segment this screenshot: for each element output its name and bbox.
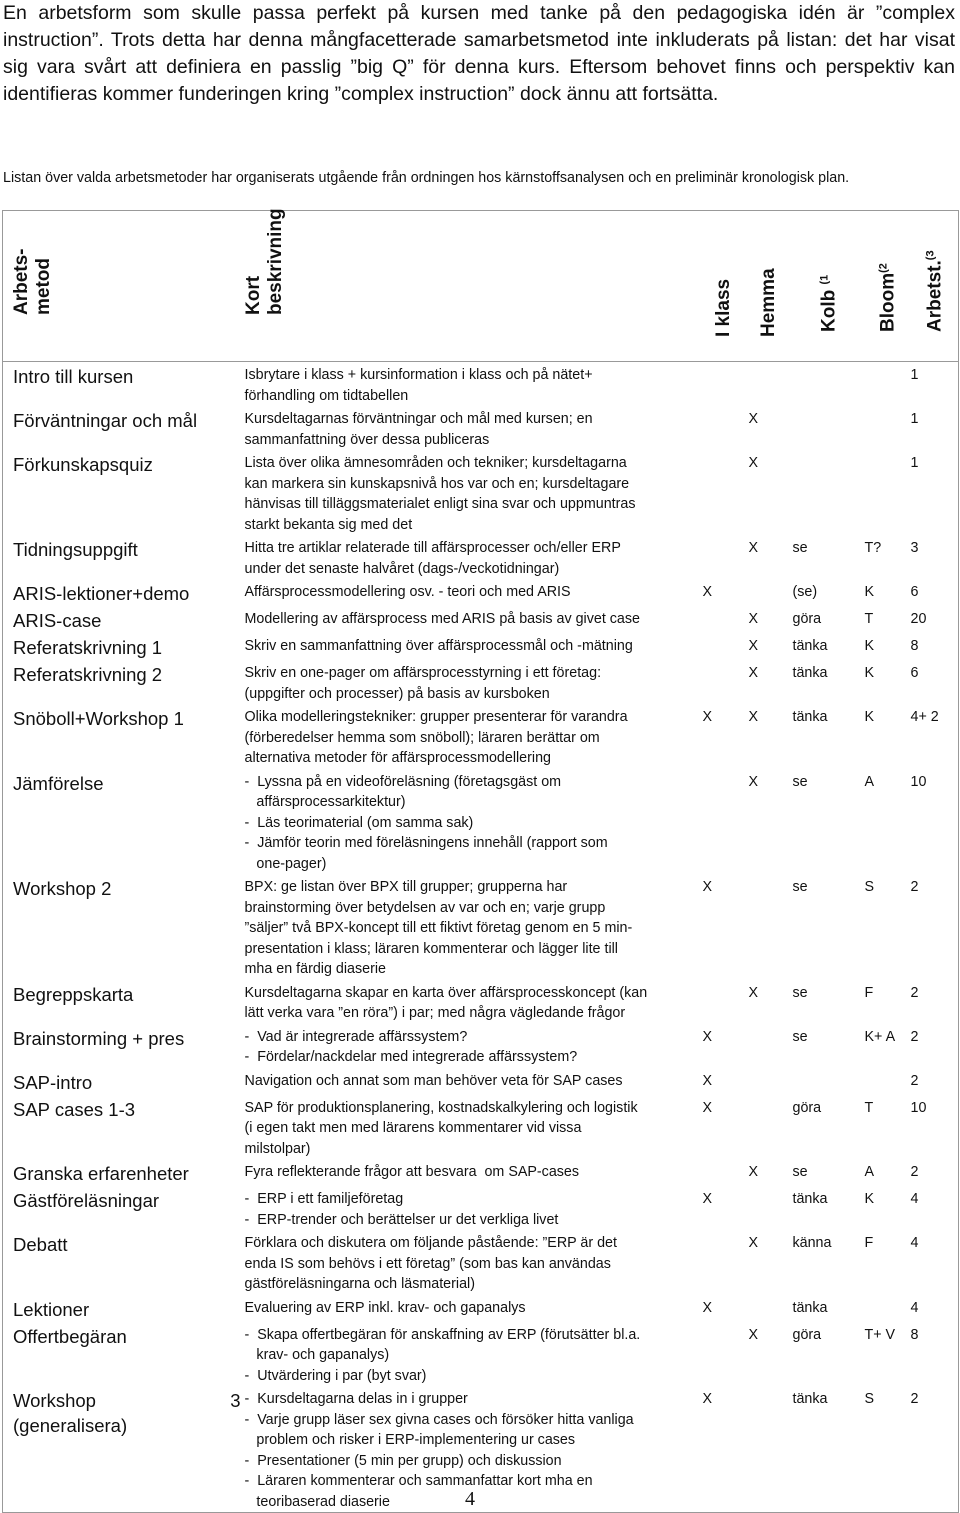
hemma-cell: X — [748, 773, 759, 790]
description-line: förhandling om tidtabellen — [244, 387, 409, 404]
method-cell — [3, 362, 243, 407]
kolb-cell: se — [792, 540, 808, 556]
arbetst-cell: 10 — [910, 773, 927, 790]
method-name: Tidningsuppgift — [13, 539, 138, 560]
hemma-cell — [747, 1068, 791, 1095]
arbetst-cell: 2 — [910, 879, 919, 895]
method-cell — [3, 704, 243, 769]
description-line: problem och risker i ERP-implementering ur cases — [244, 1432, 576, 1448]
method-cell — [3, 980, 243, 1024]
header-kolb-footnote: (1 — [817, 274, 830, 285]
method-name: ARIS-case — [13, 610, 102, 631]
bloom-cell: F — [864, 1235, 874, 1251]
hemma-cell: X — [748, 665, 759, 681]
kolb-cell: se — [792, 1028, 808, 1045]
description-line: hänvisas till tilläggsmaterialet enligt sina svar och uppmuntras — [244, 496, 636, 512]
header-desc-line1: Kort — [242, 275, 264, 315]
description-line: gästföreläsningarna och läsmaterial) — [244, 1276, 475, 1292]
description-cell — [243, 535, 701, 579]
method-cell — [3, 769, 243, 875]
description-line: Navigation och annat som man behöver veta för SAP cases — [244, 1072, 623, 1089]
iklass-cell — [701, 606, 747, 633]
table-row — [3, 606, 959, 633]
arbetst-cell: 2 — [910, 984, 919, 1001]
page-number: 4 — [465, 1488, 475, 1510]
description-cell — [243, 1295, 701, 1322]
method-cell — [3, 450, 243, 535]
description-line: Lista över olika ämnesområden och tekniker; kursdeltagarna — [244, 455, 627, 471]
hemma-cell — [747, 1295, 791, 1322]
iklass-cell — [701, 406, 747, 450]
header-bloom-label: Bloom — [877, 272, 899, 332]
description-line: - Kursdeltagarna delas in i grupper — [244, 1391, 468, 1407]
methods-table — [2, 210, 959, 1513]
hemma-cell: X — [748, 455, 759, 471]
iklass-cell: X — [702, 1299, 713, 1316]
list-paragraph: Listan över valda arbetsmetoder har organiserats utgående från ordningen hos kärnstoffsanalysen och en preliminär kronologisk plan. — [3, 170, 850, 186]
hemma-cell: X — [748, 1164, 759, 1180]
method-name: Workshop 2 — [13, 878, 112, 899]
arbetst-cell: 4 — [910, 1235, 919, 1251]
iklass-cell — [701, 1159, 747, 1186]
iklass-cell — [701, 1322, 747, 1387]
table-row — [3, 1322, 959, 1387]
method-cell — [3, 660, 243, 704]
description-line: ”säljer” två BPX-koncept till ett fiktivt företag genom en 5 min- — [244, 920, 633, 936]
kolb-cell: göra — [792, 611, 822, 627]
description-cell — [243, 1186, 701, 1230]
description-cell — [243, 606, 701, 633]
method-cell — [3, 1295, 243, 1322]
bloom-cell: K — [864, 638, 875, 654]
bloom-cell: A — [864, 1164, 875, 1180]
iklass-cell — [701, 660, 747, 704]
method-cell — [3, 1159, 243, 1186]
kolb-cell: tänka — [792, 665, 828, 681]
description-line: one-pager) — [244, 855, 327, 872]
kolb-cell: se — [792, 1164, 808, 1180]
bloom-cell: A — [864, 773, 875, 790]
description-line: presentation i klass; läraren kommenterar och lägger lite till — [244, 940, 618, 957]
method-cell — [3, 1024, 243, 1068]
arbetst-cell: 3 — [910, 540, 919, 556]
method-cell — [3, 535, 243, 579]
description-line: Isbrytare i klass + kursinformation i klass och på nätet+ — [244, 367, 593, 383]
bloom-cell: K — [864, 584, 875, 600]
method-name: Förväntningar och mål — [13, 410, 198, 431]
table-row — [3, 1159, 959, 1186]
description-line: Hitta tre artiklar relaterade till affärsprocesser och/eller ERP — [244, 540, 621, 556]
bloom-cell — [863, 1295, 909, 1322]
description-line: sammanfattning över dessa publiceras — [244, 431, 490, 448]
method-name: Debatt — [13, 1234, 68, 1255]
header-hemma-label: Hemma — [757, 268, 779, 337]
table-row — [3, 1024, 959, 1068]
bloom-cell: T+ V — [864, 1326, 896, 1343]
bloom-cell: K — [864, 665, 875, 681]
table-row — [3, 1295, 959, 1322]
table-row — [3, 1068, 959, 1095]
method-name: ARIS-lektioner+demo — [13, 583, 190, 604]
description-cell — [243, 362, 701, 407]
bloom-cell: S — [864, 879, 875, 895]
hemma-cell: X — [748, 709, 759, 725]
iklass-cell: X — [702, 584, 713, 600]
header-arbetst-footnote: (3 — [924, 250, 937, 260]
method-name: Begreppskarta — [13, 983, 134, 1005]
description-line: brainstorming över betydelsen av var och en; varje grupp — [244, 899, 606, 916]
method-cell — [3, 606, 243, 633]
description-line: starkt bekanta sig med det — [244, 516, 413, 533]
header-method — [3, 211, 243, 362]
arbetst-cell: 2 — [910, 1164, 919, 1180]
hemma-cell — [747, 1095, 791, 1160]
description-line: Affärsprocessmodellering osv. - teori och med ARIS — [244, 584, 571, 600]
table-row — [3, 633, 959, 660]
arbetst-cell: 2 — [910, 1028, 919, 1045]
hemma-cell — [747, 362, 791, 407]
table-row — [3, 660, 959, 704]
bloom-cell: F — [864, 984, 874, 1001]
arbetst-cell: 6 — [910, 584, 919, 600]
bloom-cell: T — [864, 1099, 874, 1116]
hemma-cell: X — [748, 1235, 759, 1251]
description-line: SAP för produktionsplanering, kostnadskalkylering och logistik — [244, 1099, 638, 1116]
iklass-cell: X — [702, 879, 713, 895]
method-name: Referatskrivning 1 — [13, 637, 163, 658]
description-line: Förklara och diskutera om följande påstående: ”ERP är det — [244, 1235, 617, 1251]
kolb-cell — [791, 450, 863, 535]
header-bloom-footnote: (2 — [876, 262, 889, 273]
hemma-cell — [747, 874, 791, 980]
method-cell — [3, 1386, 243, 1513]
bloom-cell — [863, 450, 909, 535]
description-line: - Presentationer (5 min per grupp) och diskussion — [244, 1452, 562, 1469]
description-line: (i egen takt men med lärarens kommentarer vid vissa — [244, 1120, 582, 1136]
bloom-cell — [863, 406, 909, 450]
method-cell — [3, 1186, 243, 1230]
description-line: - Varje grupp läser sex givna cases och försöker hitta vanliga — [244, 1411, 634, 1428]
description-cell — [243, 704, 701, 769]
description-line: (uppgifter och processer) på basis av kursboken — [244, 685, 550, 702]
bloom-cell — [863, 362, 909, 407]
description-cell — [243, 769, 701, 875]
description-cell — [243, 1068, 701, 1095]
description-line: Fyra reflekterande frågor att besvara om SAP-cases — [244, 1164, 580, 1180]
kolb-cell: göra — [792, 1099, 822, 1116]
description-line: enda IS som behövs i ett företag” (som bas kan användas — [244, 1255, 611, 1272]
method-name: Referatskrivning 2 — [13, 664, 163, 685]
method-name: Granska erfarenheter — [13, 1163, 189, 1184]
bloom-cell: K — [864, 1191, 875, 1207]
description-line: - Jämför teorin med föreläsningens innehåll (rapport som — [244, 835, 608, 851]
description-line: milstolpar) — [244, 1140, 311, 1157]
kolb-cell: tänka — [792, 638, 828, 654]
description-line: under det senaste halvåret (dags-/veckotidningar) — [244, 560, 560, 577]
header-arbetst-label: Arbetst. — [924, 259, 946, 332]
header-desc-line2: beskrivning — [264, 208, 286, 315]
description-cell — [243, 1230, 701, 1295]
bloom-cell: T — [864, 611, 874, 627]
method-cell — [3, 633, 243, 660]
description-line: - ERP i ett familjeföretag — [244, 1191, 404, 1207]
method-name: Jämförelse — [13, 772, 104, 794]
iklass-cell: X — [702, 709, 713, 725]
description-line: Skriv en one-pager om affärsprocesstyrning i ett företag: — [244, 665, 602, 681]
bloom-cell: K — [864, 709, 875, 725]
iklass-cell — [701, 535, 747, 579]
table-row — [3, 980, 959, 1024]
header-kolb-label: Kolb — [818, 289, 840, 332]
arbetst-cell: 10 — [910, 1099, 927, 1116]
description-line: - Utvärdering i par (byt svar) — [244, 1367, 427, 1384]
hemma-cell — [747, 1024, 791, 1068]
table-row — [3, 406, 959, 450]
table-row — [3, 535, 959, 579]
description-cell — [243, 633, 701, 660]
description-cell — [243, 450, 701, 535]
table-row — [3, 1386, 959, 1513]
hemma-cell: X — [748, 540, 759, 556]
kolb-cell: se — [792, 984, 808, 1001]
table-row — [3, 704, 959, 769]
description-line: lätt verka vara ”en röra”) i par; med några vägledande frågor — [244, 1005, 626, 1021]
method-cell — [3, 874, 243, 980]
description-cell — [243, 1159, 701, 1186]
description-line: - Lyssna på en videoföreläsning (företagsgäst om — [244, 773, 562, 790]
method-name: Lektioner — [13, 1298, 90, 1320]
arbetst-cell: 8 — [910, 638, 919, 654]
iklass-cell — [701, 450, 747, 535]
arbetst-cell: 1 — [910, 455, 919, 471]
method-name: Snöboll+Workshop 1 — [13, 708, 184, 729]
method-name: Gästföreläsningar — [13, 1190, 160, 1211]
header-hemma — [747, 211, 791, 362]
method-cell — [3, 406, 243, 450]
bloom-cell: T? — [864, 540, 882, 556]
kolb-cell: tänka — [792, 1191, 828, 1207]
description-line: BPX: ge listan över BPX till grupper; grupperna har — [244, 879, 568, 895]
table-header-row — [3, 211, 959, 362]
kolb-cell — [791, 362, 863, 407]
header-kolb — [791, 211, 863, 362]
description-line: - Läs teorimaterial (om samma sak) — [244, 814, 474, 831]
arbetst-cell: 1 — [910, 411, 919, 427]
description-line: teoribaserad diaserie — [244, 1493, 390, 1510]
table-row — [3, 450, 959, 535]
hemma-cell: X — [748, 1326, 759, 1343]
iklass-cell — [701, 362, 747, 407]
method-name: SAP-intro — [13, 1071, 93, 1093]
description-line: Kursdeltagarnas förväntningar och mål med kursen; en — [244, 411, 593, 427]
hemma-cell: X — [748, 984, 759, 1001]
method-name: Förkunskapsquiz — [13, 454, 153, 475]
kolb-cell — [791, 1068, 863, 1095]
method-cell — [3, 579, 243, 606]
description-cell — [243, 406, 701, 450]
description-line: - Vad är integrerade affärssystem? — [244, 1028, 468, 1045]
iklass-cell — [701, 633, 747, 660]
table-row — [3, 874, 959, 980]
description-line: - ERP-trender och berättelser ur det verkliga livet — [244, 1211, 559, 1228]
description-cell — [243, 579, 701, 606]
iklass-cell: X — [702, 1191, 713, 1207]
kolb-cell: se — [792, 879, 808, 895]
method-cell — [3, 1068, 243, 1095]
iklass-cell — [701, 1230, 747, 1295]
kolb-cell: känna — [792, 1235, 832, 1251]
method-name: Workshop — [13, 1390, 96, 1411]
kolb-cell — [791, 406, 863, 450]
kolb-cell: (se) — [792, 584, 818, 600]
table-row — [3, 362, 959, 407]
hemma-cell: X — [748, 638, 759, 654]
hemma-cell: X — [748, 411, 759, 427]
method-cell — [3, 1095, 243, 1160]
description-line: Kursdeltagarna skapar en karta över affärsprocesskoncept (kan — [244, 984, 648, 1001]
description-cell — [243, 980, 701, 1024]
arbetst-cell: 20 — [910, 611, 927, 627]
header-method-line1: Arbets- — [11, 248, 32, 315]
arbetst-cell: 4+ 2 — [910, 709, 939, 725]
description-line: - Fördelar/nackdelar med integrerade affärssystem? — [244, 1049, 578, 1065]
bloom-cell: K+ A — [864, 1028, 896, 1045]
method-name-line2: (generalisera) — [13, 1415, 128, 1436]
table-row — [3, 1186, 959, 1230]
header-desc — [242, 208, 701, 362]
description-line: Modellering av affärsprocess med ARIS på basis av givet case — [244, 611, 640, 627]
description-line: Skriv en sammanfattning över affärsprocessmål och -mätning — [244, 638, 633, 654]
method-cell — [3, 1322, 243, 1387]
description-line: kan markera sin kunskapsnivå hos var och en; kursdeltagare — [244, 475, 630, 492]
iklass-cell — [701, 980, 747, 1024]
arbetst-cell: 2 — [910, 1072, 919, 1089]
iklass-cell — [701, 769, 747, 875]
intro-paragraph: En arbetsform som skulle passa perfekt på kursen med tanke på den pedagogiska idén är ”complex instruction”. Trots detta har denna mångfacetterade samarbetsmetod inte inkluderats på listan: det har visat sig vara svårt att definiera en passlig ”big Q” för denna kurs. Eftersom behovet finns och perspektiv kan identifieras kommer funderingen kring ”complex instruction” dock ännu att fortsätta. — [3, 2, 955, 105]
iklass-cell: X — [702, 1391, 713, 1407]
description-line: (förberedelser hemma som snöboll); läraren berättar om — [244, 729, 600, 746]
kolb-cell: göra — [792, 1326, 822, 1343]
method-name: Offertbegäran — [13, 1325, 127, 1347]
description-line: - Läraren kommenterar och sammanfattar kort mha en — [244, 1473, 593, 1489]
table-row — [3, 1095, 959, 1160]
hemma-cell — [747, 1386, 791, 1513]
iklass-cell: X — [702, 1028, 713, 1045]
description-line: alternativa metoder för affärsprocessmodellering — [244, 750, 551, 766]
arbetst-cell: 6 — [910, 665, 919, 681]
description-cell — [243, 660, 701, 704]
table-row — [3, 579, 959, 606]
hemma-cell — [747, 579, 791, 606]
kolb-cell: se — [792, 773, 808, 790]
description-line: mha en färdig diaserie — [244, 961, 386, 977]
description-line: Olika modelleringstekniker: grupper presenterar för varandra — [244, 709, 628, 725]
arbetst-cell: 1 — [910, 367, 919, 383]
kolb-cell: tänka — [792, 1299, 828, 1316]
iklass-cell: X — [702, 1099, 713, 1116]
header-method-line2: metod — [33, 258, 54, 315]
arbetst-cell: 4 — [910, 1191, 919, 1207]
table-row — [3, 1230, 959, 1295]
description-cell — [243, 874, 701, 980]
kolb-cell: tänka — [792, 1391, 828, 1407]
method-name: Intro till kursen — [13, 366, 134, 387]
table-body — [3, 362, 959, 1513]
method-name: Brainstorming + pres — [13, 1027, 185, 1049]
kolb-cell: tänka — [792, 709, 828, 725]
arbetst-cell: 4 — [910, 1299, 919, 1316]
description-cell — [243, 1024, 701, 1068]
description-line: Evaluering av ERP inkl. krav- och gapanalys — [244, 1299, 526, 1316]
table-row — [3, 769, 959, 875]
header-iklass — [701, 211, 747, 362]
method-cell — [3, 1230, 243, 1295]
arbetst-cell: 2 — [910, 1391, 919, 1407]
description-line: affärsprocessarkitektur) — [244, 794, 406, 810]
method-number: 3 — [230, 1390, 241, 1411]
header-arbetst — [909, 211, 959, 362]
bloom-cell: S — [864, 1391, 875, 1407]
description-line: krav- och gapanalys) — [244, 1347, 390, 1363]
header-bloom — [863, 211, 909, 362]
description-cell — [243, 1322, 701, 1387]
method-name: SAP cases 1-3 — [13, 1098, 136, 1120]
hemma-cell: X — [748, 611, 759, 627]
description-line: - Skapa offertbegäran för anskaffning av ERP (förutsätter bl.a. — [244, 1326, 641, 1343]
header-iklass-label: I klass — [712, 278, 734, 337]
hemma-cell — [747, 1186, 791, 1230]
description-cell — [243, 1095, 701, 1160]
bloom-cell — [863, 1068, 909, 1095]
arbetst-cell: 8 — [910, 1326, 919, 1343]
iklass-cell: X — [702, 1072, 713, 1089]
